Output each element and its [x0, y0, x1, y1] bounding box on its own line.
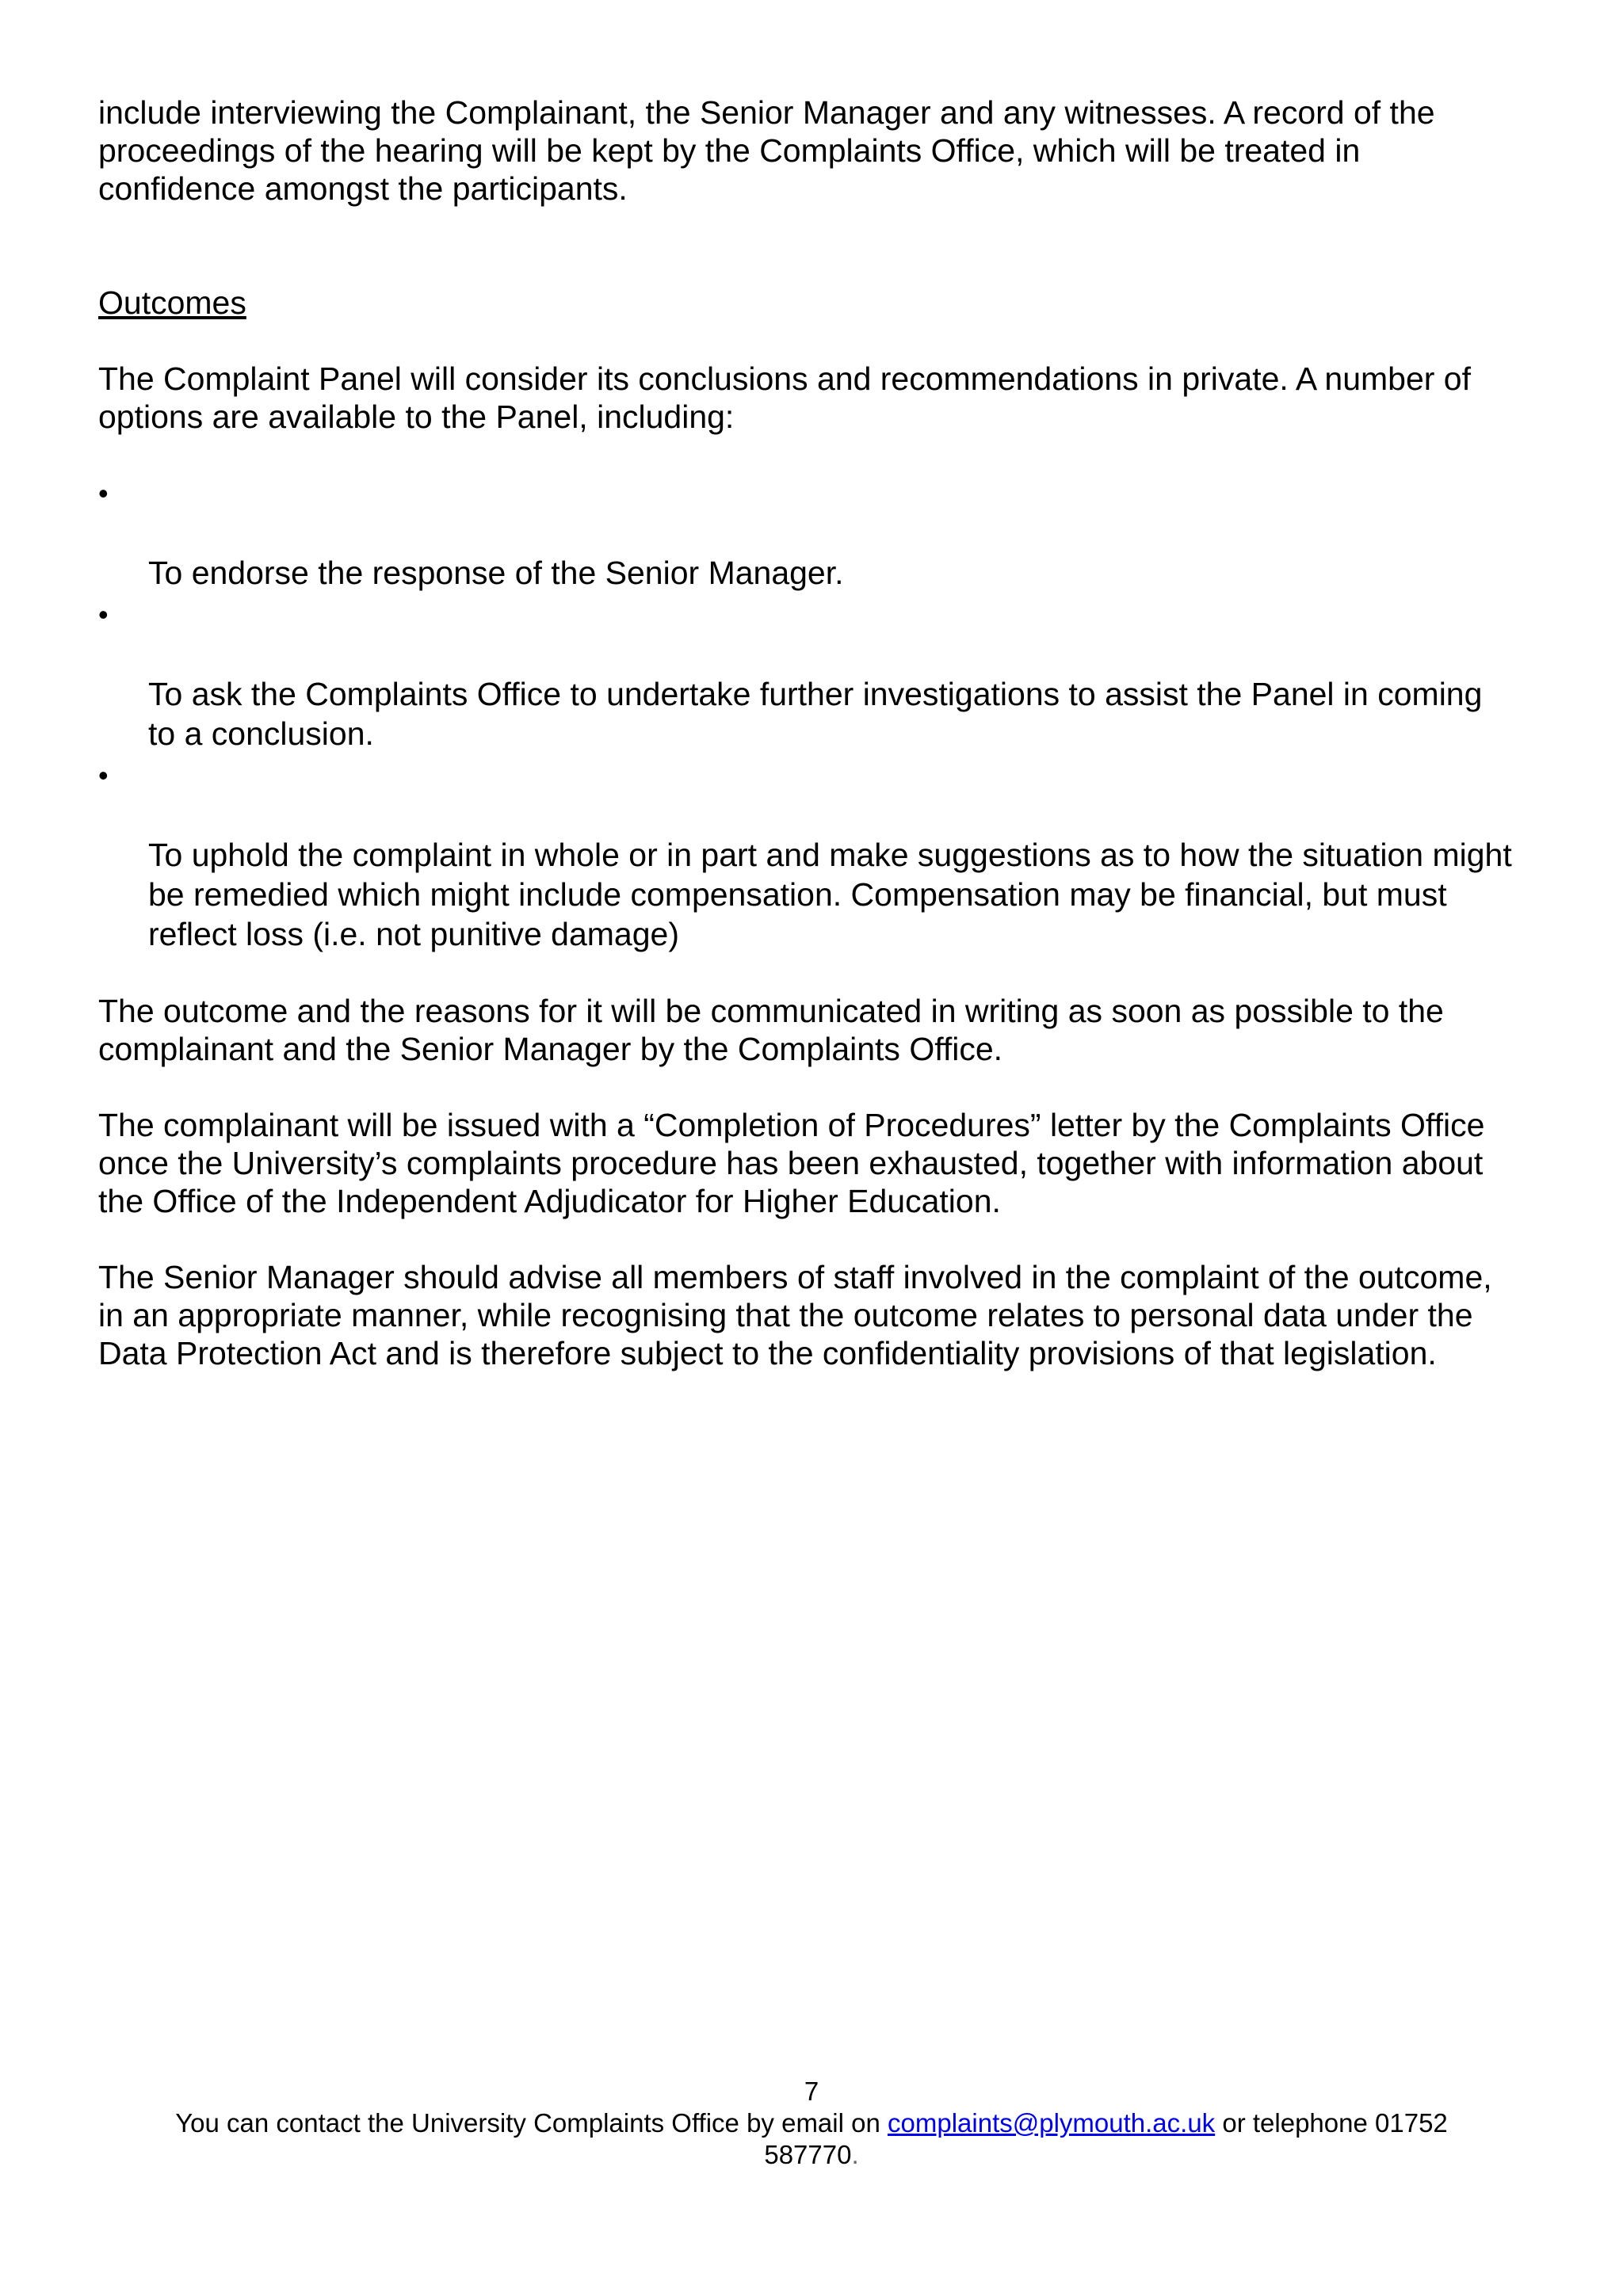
option-text: To endorse the response of the Senior Manager.: [148, 555, 844, 591]
trailing-dot: .: [851, 2140, 859, 2169]
page-footer: [0, 2076, 1623, 2171]
list-item: [98, 756, 1541, 954]
outcomes-section: [98, 246, 1541, 436]
contact-middle: or telephone 01752: [1215, 2108, 1448, 2138]
bullet-icon: •: [98, 477, 109, 509]
document-body: [98, 93, 1541, 1410]
completion-paragraph: The complainant will be issued with a “Completion of Procedures” letter by the Complaints Office once the University’s complaints procedure has been exhausted, together with information about the Office of the Independent Adjudicator for Higher Education.: [98, 1107, 1485, 1219]
page-number: 7: [804, 2077, 819, 2106]
bullet-icon: •: [98, 598, 109, 631]
contact-line: [0, 2107, 1623, 2139]
communication-paragraph: The outcome and the reasons for it will be communicated in writing as soon as possible to the complainant and the Senior Manager by the Complaints Office.: [98, 993, 1444, 1067]
option-text: To uphold the complaint in whole or in part and make suggestions as to how the situation might be remedied which might include compensation. Compensation may be financial, but must reflect loss (i.e. not punitive damage): [148, 837, 1512, 952]
senior-manager-paragraph: The Senior Manager should advise all members of staff involved in the complaint of the outcome, in an appropriate manner, while recognising that the outcome relates to personal data under the Data Protection Act and is therefore subject to the confidentiality provisions of that legislation.: [98, 1259, 1492, 1371]
phone-tail: 587770: [764, 2140, 852, 2169]
email-link[interactable]: complaints@plymouth.ac.uk: [888, 2108, 1216, 2138]
outcomes-heading: Outcomes: [98, 284, 246, 321]
outcomes-paragraph: The Complaint Panel will consider its conclusions and recommendations in private. A number of options are available to the Panel, including:: [98, 360, 1471, 435]
options-list: [98, 474, 1541, 954]
intro-paragraph: include interviewing the Complainant, the Senior Manager and any witnesses. A record of the proceedings of the hearing will be kept by the Complaints Office, which will be treated in confidence amongst the participants.: [98, 94, 1435, 207]
phone-line: [0, 2139, 1623, 2171]
option-text: To ask the Complaints Office to undertake further investigations to assist the Panel in coming to a conclusion.: [148, 676, 1483, 752]
list-item: [98, 595, 1541, 753]
contact-prefix: You can contact the University Complaints Office by email on: [175, 2108, 888, 2138]
bullet-icon: •: [98, 759, 109, 791]
list-item: [98, 474, 1541, 593]
